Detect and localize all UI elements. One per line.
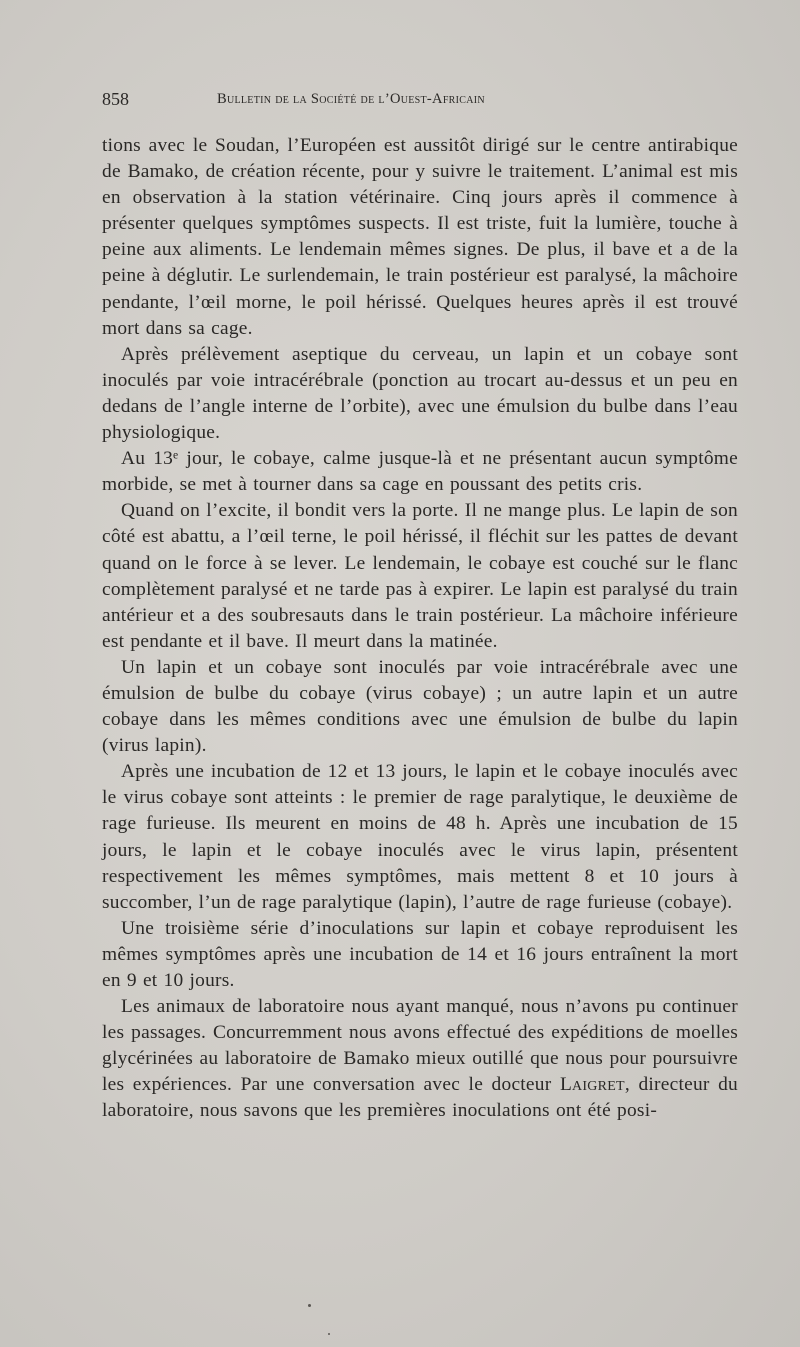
- paragraph-6: Après une incubation de 12 et 13 jours, le lapin et le cobaye inoculés avec le virus cobaye sont atteints : le premier de rage paralytique, le deuxième de rage furieuse. Ils meurent en moins de 48 h. Après une incubation de 15 jours, le lapin et le cobaye inoculés avec le virus lapin, présentent respectivement les mêmes symptômes, mais mettent 8 et 10 jours à succomber, l’un de rage paralytique (lapin), l’autre de rage furieuse (cobaye).: [102, 761, 738, 913]
- paragraph-5: Un lapin et un cobaye sont inoculés par voie intracérébrale avec une émulsion de bulbe du cobaye (virus cobaye) ; un autre lapin et un autre cobaye dans les mêmes conditions avec une émulsion de bulbe du lapin (virus lapin).: [102, 656, 738, 757]
- paper-speck: [328, 1333, 330, 1335]
- page-number: 858: [102, 89, 129, 109]
- paragraph-4: Quand on l’excite, il bondit vers la porte. Il ne mange plus. Le lapin de son côté est abattu, a l’œil terne, le poil hérissé, il fléchit sur les pattes de devant quand on le force à se lever. Le lendemain, le cobaye est couché sur le flanc complètement paralysé et ne tarde pas à expirer. Le lapin est paralysé du train antérieur et a des soubresauts dans le train postérieur. La mâchoire inférieure est pendante et il bave. Il meurt dans la matinée.: [102, 500, 738, 652]
- paragraph-2: Après prélèvement aseptique du cerveau, un lapin et un cobaye sont inoculés par voie intracérébrale (ponction au trocart au-dessus et un peu en dedans de l’angle interne de l’orbite), avec une émulsion du bulbe dans l’eau physiologique.: [102, 343, 738, 444]
- paragraph-3: Au 13ᵉ jour, le cobaye, calme jusque-là et ne présentant aucun symptôme morbide, se met à tourner dans sa cage en poussant des petits cris.: [102, 448, 738, 496]
- running-head: Bulletin de la Société de l’Ouest-Africain: [217, 91, 485, 107]
- paragraph-8: [102, 994, 738, 1124]
- page-header: [102, 87, 742, 111]
- author-name: Laigret: [559, 1074, 625, 1096]
- paragraph-7: Une troisième série d’inoculations sur lapin et cobaye reproduisent les mêmes symptômes après une incubation de 14 et 16 jours entraînent la mort en 9 et 10 jours.: [102, 917, 738, 991]
- paper-speck: [308, 1304, 311, 1307]
- paragraph-1: tions avec le Soudan, l’Européen est aussitôt dirigé sur le centre antirabique de Bamako, de création récente, pour y suivre le traitement. L’animal est mis en observation à la station vétérinaire. Cinq jours après il commence à présenter quelques symptômes suspects. Il est triste, fuit la lumière, touche à peine aux aliments. Le lendemain mêmes signes. De plus, il bave et a de la peine à déglutir. Le surlendemain, le train postérieur est paralysé, la mâchoire pendante, l’œil morne, le poil hérissé. Quelques heures après il est trouvé mort dans sa cage.: [102, 135, 738, 339]
- paragraph-8-end: , directeur du laboratoire, nous savons que les premières inoculations ont été posi-: [102, 1074, 738, 1122]
- body-text: [102, 133, 738, 1125]
- paragraph-8-start: Les animaux de laboratoire nous ayant manqué, nous n’avons pu continuer les passages. Concurremment nous avons effectué des expéditions de moelles glycérinées au laboratoire de Bamako mieux outillé que nous pour poursuivre les expériences. Par une conversation avec le docteur: [102, 996, 738, 1096]
